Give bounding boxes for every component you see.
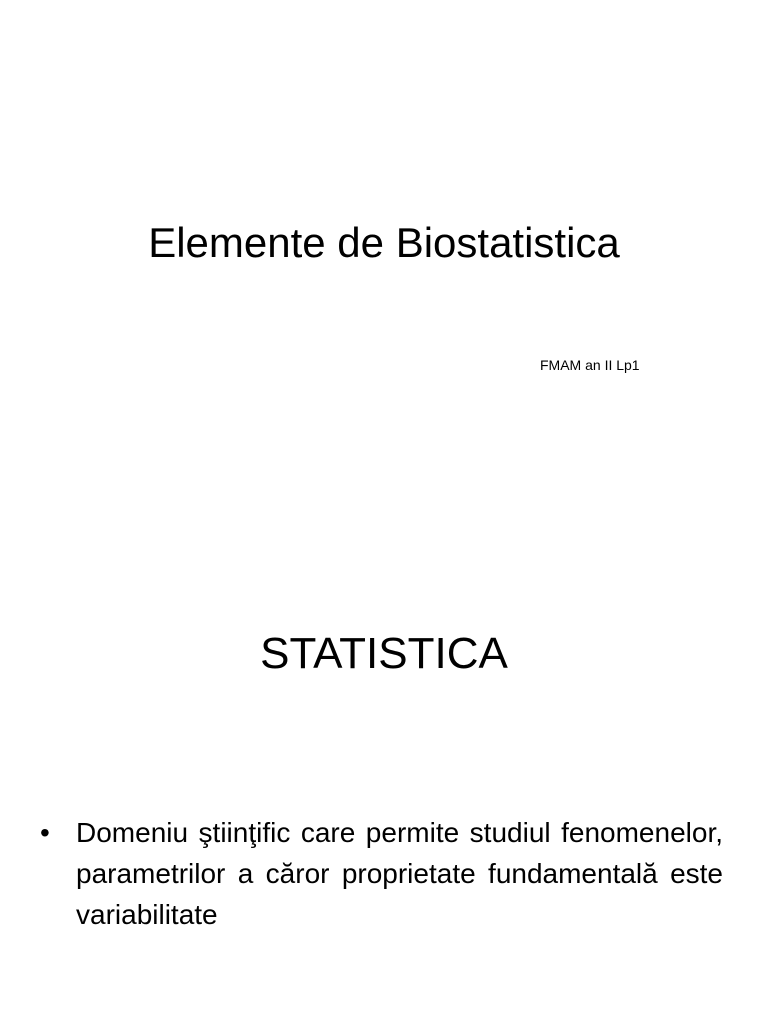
slide-1-subtitle: FMAM an II Lp1	[540, 357, 640, 373]
slide-2-title: STATISTICA	[260, 629, 508, 678]
bullet-item	[40, 812, 723, 935]
bullet-list	[40, 812, 723, 935]
slide-2	[0, 512, 768, 1024]
bullet-icon: •	[40, 817, 50, 848]
slide-1-title: Elemente de Biostatistica	[148, 219, 620, 266]
bullet-text: Domeniu ştiinţific care permite studiul fenomenelor, parametrilor a căror proprietate fundamentală este variabilitate	[76, 817, 723, 930]
